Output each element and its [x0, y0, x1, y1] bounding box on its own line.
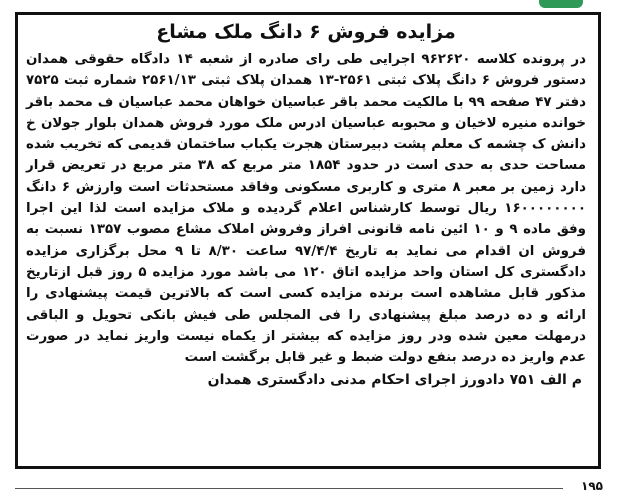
legal-notice-box: [15, 12, 601, 469]
notice-body: در پرونده کلاسه ۹۶۲۶۲۰ اجرایی طی رای صادره از شعبه ۱۴ دادگاه حقوقی همدان دستور فروش ۶ دانگ پلاک ثبتی ۲۵۶۱-۱۳ همدان پلاک ثبتی ۲۵۶۱/۱۳ شماره ثبت ۷۵۲۵ دفتر ۴۷ صفحه ۹۹ با مالکیت محمد باقر عباسیان خواهان محمد عباسیان ف محمد باقر خوانده منیره لاخیان و محبوبه عباسیان ادرس ملک مورد فروش همدان بلوار جولان خ دانش ک چشمه ک معلم پشت دبیرستان هجرت یکباب ساختمان قدیمی که تخریب شده مساحت حدی به حدی است در حدود ۱۸۵۴ متر مربع که ۳۸ متر مربع در تعریض قرار دارد زمین بر معبر ۸ متری و کاربری مسکونی وفاقد مستحدثات است وارزش ۶ دانگ ۱۶۰۰۰۰۰۰۰۰ ریال توسط کارشناس اعلام گردیده و ملاک مزایده است لذا این اجرا وفق ماده ۹ و ۱۰ ائین نامه قانونی افراز وفروش املاک مشاع مصوب ۱۳۵۷ نسبت به فروش ان اقدام می نماید به تاریخ ۹۷/۴/۴ ساعت ۸/۳۰ تا ۹ محل برگزاری مزایده دادگستری کل استان واحد مزایده اتاق ۱۲۰ می باشد مورد مزایده ۵ روز قبل ازتاریخ مذکور قابل مشاهده است برنده مزایده کسی است که بالاترین قیمت پیشنهادی را ارائه و ده درصد مبلغ پیشنهادی را فی المجلس طی فیش بانکی تحویل و الباقی درمهلت معین شده ودر روز مزایده که بیشتر از یکماه نیست واریز نماید در صورت عدم واریز ده درصد بنفع دولت ضبط و غیر قابل برگشت است: [26, 52, 587, 366]
page-number: ۱۹۵: [581, 479, 603, 493]
footer-rule: [15, 488, 563, 489]
corner-decoration: [539, 0, 583, 8]
notice-signature: م الف ۷۵۱ دادورز اجرای احکام مدنی دادگستری همدان: [207, 372, 582, 389]
notice-title: مزایده فروش ۶ دانگ ملک مشاع: [156, 21, 456, 43]
